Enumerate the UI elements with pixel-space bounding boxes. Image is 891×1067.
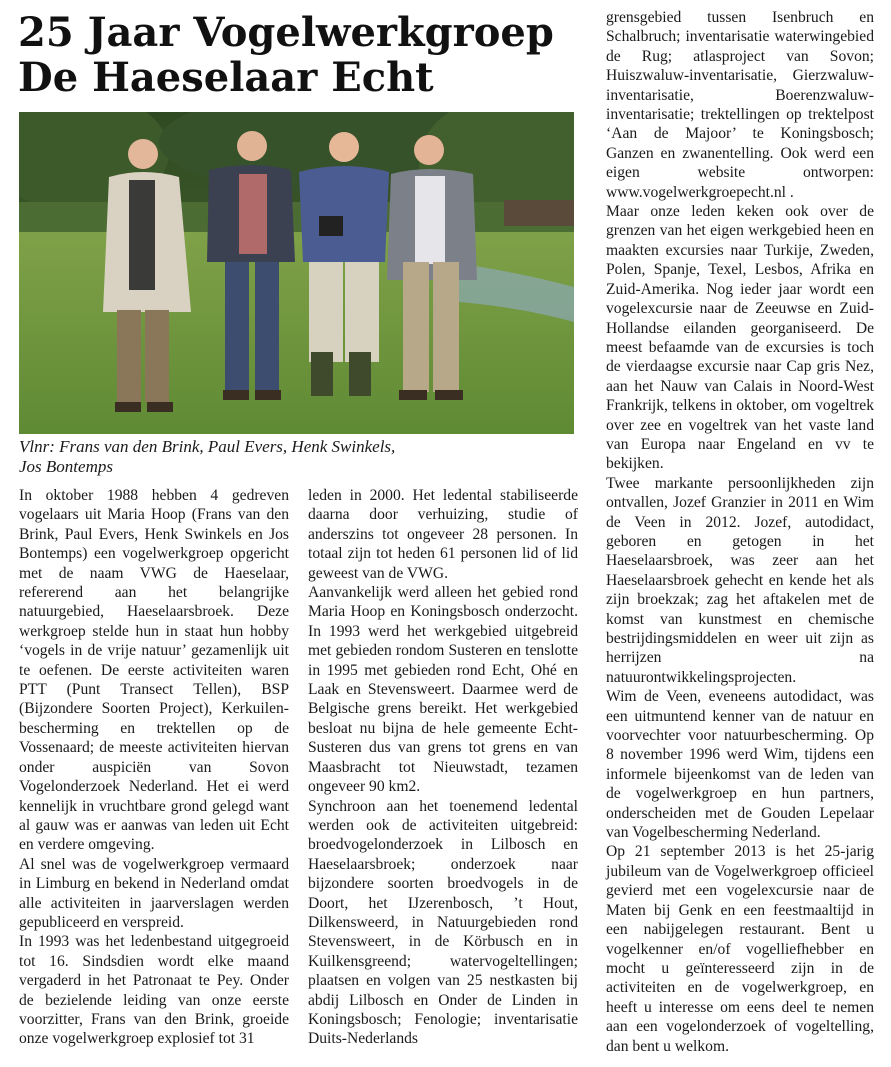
paragraph: leden in 2000. Het ledental stabiliseerde daarna door verhuizing, studie of anderszins tot ongeveer 28 personen. In totaal zijn tot heden 61 personen lid of lid geweest van de VWG. bbox=[308, 487, 578, 582]
group-photo bbox=[19, 112, 574, 434]
headline-line-1: 25 Jaar Vogelwerkgroep bbox=[18, 9, 554, 56]
paragraph: Al snel was de vogelwerkgroep vermaard in Limburg en bekend in Nederland omdat alle activiteiten in jaarverslagen werden gepubliceerd en verspreid. bbox=[19, 855, 289, 931]
caption-line-1: Vlnr: Frans van den Brink, Paul Evers, Henk Swinkels, bbox=[19, 437, 396, 456]
paragraph: Synchroon aan het toenemend ledental werden ook de activiteiten uitgebreid: broedvogelonderzoek in Lilbosch en Haeselaarsbroek; onderzoek naar bijzondere soorten broedvogels in de Doort, het IJzerenbosch, ’t Hout, Dilkensweerd, in Natuurgebieden rond Stevensweert, in de Körbusch en in Kuilkensgreend; watervogeltellingen; plaatsen en volgen van 25 nestkasten bij abdij Lilbosch en Onder de Linden in Koningsbosch; Fenologie; inventarisatie Duits-Nederlands bbox=[308, 797, 578, 1048]
article-headline bbox=[18, 10, 598, 100]
paragraph: In oktober 1988 hebben 4 gedreven vogelaars uit Maria Hoop (Frans van den Brink, Paul Evers, Henk Swinkels en Jos Bontemps) een vogelwerkgroep opgericht met de naam VWG de Haeselaar, refererend aan het belangrijke natuurgebied, Haeselaarsbroek. Deze werkgroep stelde hun in staat hun hobby ‘vogels in de vrije natuur’ gezamenlijk uit te oefenen. De eerste activiteiten waren PTT (Punt Transect Tellen), BSP (Bijzondere Soorten Project), Kerkuilen-bescherming en trektellen op de Vossenaard; de meeste activiteiten hiervan onder auspiciën van Sovon Vogelonderzoek Nederland. Het ei werd kennelijk in vruchtbare grond gelegd want al gauw was er aanwas van leden uit Echt en verdere omgeving. bbox=[19, 487, 289, 854]
paragraph: grensgebied tussen Isenbruch en Schalbruch; inventarisatie waterwingebied de Rug; atlasproject van Sovon; Huiszwaluw-inventarisatie, Gierzwaluw-inventarisatie, Boerenzwaluw-inventarisatie; trektellingen op trektelpost ‘Aan de Majoor’ te Koningsbosch; Ganzen en zwanentelling. Ook werd een eigen website ontworpen: www.vogelwerkgroepecht.nl . bbox=[606, 9, 874, 201]
caption-line-2: Jos Bontemps bbox=[19, 457, 113, 476]
article-column-3 bbox=[606, 8, 874, 1056]
paragraph: Maar onze leden keken ook over de grenzen van het eigen werkgebied heen en maakten excursies naar Turkije, Zweden, Polen, Spanje, Texel, Lesbos, Afrika en Zuid-Amerika. Nog ieder jaar wordt een vogelexcursie naar de Zeeuwse en Zuid-Hollandse eilanden georganiseerd. De meest befaamde van de excursies is toch de vierdaagse excursie naar Cap gris Nez, aan het Nauw van Calais in Noord-West Frankrijk, telkens in oktober, om vogeltrek over zee en vogeltrek van het vaste land van Europa naar Engeland en vv te bekijken. bbox=[606, 203, 874, 473]
paragraph: Wim de Veen, eveneens autodidact, was een uitmuntend kenner van de natuur en voorvechter voor natuurbescherming. Op 8 november 1996 werd Wim, tijdens een informele bijeenkomst van de leden van de vogelwerkgroep en hun partners, onderscheiden met de Gouden Lepelaar van Vogelbescherming Nederland. bbox=[606, 688, 874, 842]
paragraph: In 1993 was het ledenbestand uitgegroeid tot 16. Sindsdien wordt elke maand vergaderd in het Patronaat te Pey. Onder de bezielende leiding van onze eerste voorzitter, Frans van den Brink, groeide onze vogelwerkgroep explosief tot 31 bbox=[19, 933, 289, 1048]
paragraph: Twee markante persoonlijkheden zijn ontvallen, Jozef Granzier in 2011 en Wim de Veen in 2012. Jozef, autodidact, geboren en getogen in het Haeselaarsbroek, was zeer aan het Haeselaarsbroek gehecht en kende het als zijn broekzak; zag het aftakelen met de komst van kunstmest en chemische bestrijdingsmiddelen en weer uit zijn as herrijzen na natuurontwikkelingsprojecten. bbox=[606, 474, 874, 686]
article-column-1 bbox=[19, 486, 289, 1049]
photo-caption bbox=[19, 437, 579, 477]
paragraph: Aanvankelijk werd alleen het gebied rond Maria Hoop en Koningsbosch onderzocht. In 1993 werd het werkgebied uitgebreid met gebieden rondom Susteren en tenslotte in 1995 met gebieden rond Echt, Ohé en Laak en Stevensweert. Daarmee werd de Belgische grens bereikt. Het werkgebied besloat nu bijna de hele gemeente Echt-Susteren dus van grens tot grens en van Maasbracht tot Nieuwstadt, tezamen ongeveer 90 km2. bbox=[308, 584, 578, 796]
article-column-2 bbox=[308, 486, 578, 1049]
headline-line-2: De Haeselaar Echt bbox=[18, 54, 434, 101]
paragraph: Op 21 september 2013 is het 25-jarig jubileum van de Vogelwerkgroep officieel gevierd met een vogelexcursie naar de Maten bij Genk en een feestmaaltijd in een nabijgelegen restaurant. Bent u vogelkenner en/of vogelliefhebber en mocht u geïnteresseerd zijn in de activiteiten en de vogelwerkgroep, en heeft u interesse om eens deel te nemen aan een vogelonderzoek of vogeltelling, dan bent u welkom. bbox=[606, 843, 874, 1055]
